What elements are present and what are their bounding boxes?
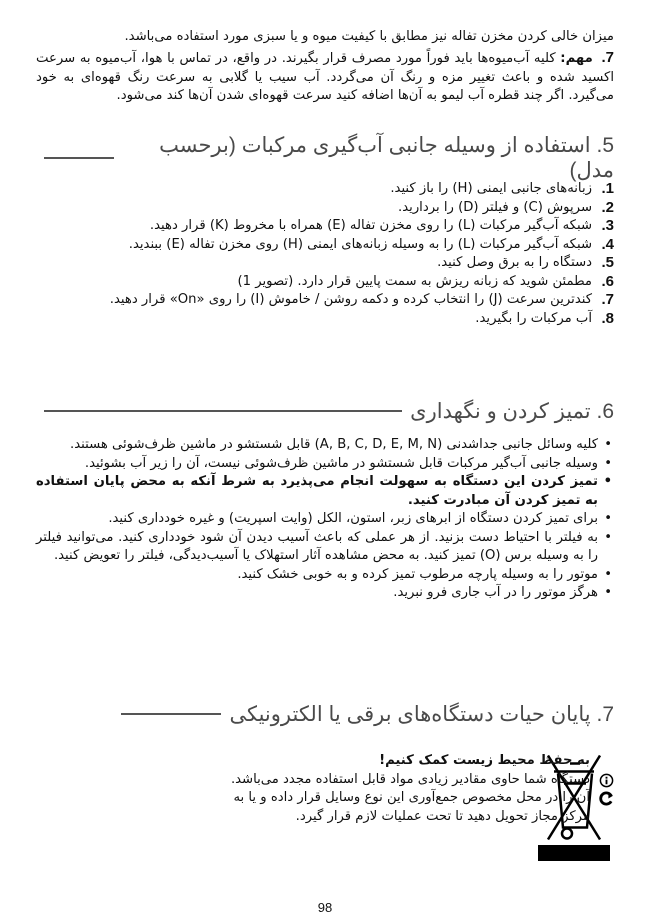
recycle-icon (599, 791, 614, 806)
tip-paragraph (36, 49, 614, 106)
section-7-title: 7. پایان حیات دستگاه‌های برقی یا الکترونیکی (229, 702, 614, 726)
list-item: • کلیه وسائل جانبی جداشدنی (A, B, C, D, E, M, N) قابل شستشو در ماشین ظرف‌شوئی هستند. (36, 436, 614, 455)
step-item: 4. شبکه آب‌گیر مرکبات (L) را به وسیله زبانه‌های ایمنی (H) روی مخزن تفاله (E) ببندید. (128, 235, 614, 253)
step-item: 6. مطمئن شوید که زبانه ریزش به سمت پایین قرار دارد. (تصویر 1) (237, 272, 614, 290)
list-item: • تمیز کردن این دستگاه به سهولت انجام می‌پذیرد به شرط آنکه به محض پایان استفاده به تمیز کردن آن مبادرت کنید. (36, 473, 614, 510)
tip-number: 7. (601, 49, 614, 66)
recycle-slogan: به حفظ محیط زیست کمک کنیم! (379, 753, 590, 768)
info-icon (599, 773, 614, 788)
step-item: 1. زبانه‌های جانبی ایمنی (H) را باز کنید. (390, 180, 614, 197)
section-6-rule (44, 410, 402, 412)
section-7-heading (36, 699, 614, 729)
step-item: 3. شبکه آب‌گیر مرکبات (L) را روی مخزن تفاله (E) همراه با مخروط (K) قرار دهید. (149, 217, 614, 234)
step-item: 5. دستگاه را به برق وصل کنید. (437, 254, 614, 271)
section-5-heading (36, 134, 614, 182)
recycle-line-1: دستگاه شما حاوی مقادیر زیادی مواد قابل استفاده مجدد می‌باشد. (214, 771, 614, 790)
step-item: 7. کندترین سرعت (J) را انتخاب کرده و دکمه روشن / خاموش (I) را روی «On» قرار دهید. (109, 291, 614, 308)
recycle-line-2: آن را در محل مخصوص جمع‌آوری این نوع وسایل قرار داده و یا به مرکز مجاز تحویل دهید تا تحت عملیات لازم قرار گیرد. (214, 789, 614, 826)
list-item: • وسیله جانبی آب‌گیر مرکبات قابل شستشو در ماشین ظرف‌شوئی نیست، آن را زیر آب بشوئید. (36, 455, 614, 474)
section-6-title: 6. تمیز کردن و نگهداری (410, 399, 614, 423)
intro-paragraph: میزان خالی کردن مخزن تفاله نیز مطابق با کیفیت میوه و یا سبزی مورد استفاده می‌باشد. (124, 29, 614, 44)
recycle-note (214, 752, 614, 826)
page-number: 98 (317, 900, 333, 915)
weee-bar (538, 845, 610, 861)
tip-text: کلیه آب‌میوه‌ها باید فوراً مورد مصرف قرار بگیرند. در واقع، در تماس با هوا، آب‌میوه به سرعت اکسید شده و باعث تغییر مزه و رنگ آن می‌گردد. آب سیب یا گلابی به سرعت رنگ قهوه‌ای به خود می‌گیرد. اگر چند قطره آب لیمو به آن‌ها اضافه کنید سرعت قهوه‌ای شدن آن‌ها کند می‌شود. (36, 51, 614, 103)
section-7-rule (121, 713, 221, 715)
list-item: • هرگز موتور را در آب جاری فرو نبرید. (36, 584, 614, 603)
step-item: 8. آب مرکبات را بگیرید. (475, 309, 614, 327)
list-item: • برای تمیز کردن دستگاه از ابرهای زبر، استون، الکل (وایت اسپریت) و غیره خودداری کنید. (36, 510, 614, 529)
list-item: • موتور را به وسیله پارچه مرطوب تمیز کرده و به خوبی خشک کنید. (36, 566, 614, 585)
section-5-steps (36, 180, 614, 328)
section-6-heading (36, 396, 614, 426)
section-6-bullets (36, 436, 614, 603)
tip-label: مهم: (560, 51, 593, 66)
section-5-rule (44, 157, 114, 159)
section-5-title: 5. استفاده از وسیله جانبی آب‌گیری مرکبات (برحسب مدل) (159, 134, 614, 182)
step-item: 2. سرپوش (C) و فیلتر (D) را بردارید. (398, 198, 614, 216)
list-item: • به فیلتر با احتیاط دست بزنید. از هر عملی که باعث آسیب دیدن آن شود خودداری کنید. می‌توانید فیلتر را به وسیله برس (O) تمیز کنید. به محض مشاهده آثار استهلاک یا آسیب‌دیدگی، فیلتر را تعویض کنید. (36, 529, 614, 566)
